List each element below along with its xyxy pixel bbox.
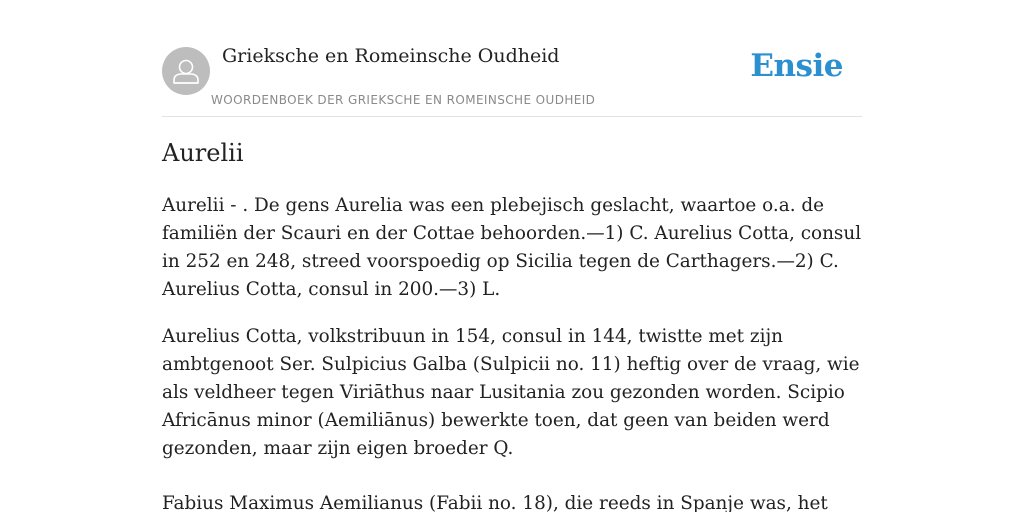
article-paragraph-2: Aurelius Cotta, volkstribuun in 154, consul in 144, twistte met zijn ambtgenoot Ser. Sulpicius Galba (Sulpicii no. 11) heftig over de vraag, wie als veldheer tegen Viriāthus naar Lusitania zou gezonden worden. Scipio Africānus minor (Aemiliānus) bewerkte toen, dat geen van beiden werd gezonden, maar zijn eigen broeder Q. bbox=[162, 326, 860, 459]
article-body bbox=[162, 192, 862, 512]
page-title: Aurelii bbox=[162, 139, 244, 167]
brand-logo-link[interactable]: Ensie bbox=[750, 48, 843, 84]
article-paragraph-3: Fabius Maximus Aemilianus (Fabii no. 18), die reeds in Spanje was, het bbox=[162, 493, 828, 512]
article-paragraph-1: Aurelii - . De gens Aurelia was een plebejisch geslacht, waartoe o.a. de familiën der Scauri en der Cottae behoorden.—1) C. Aurelius Cotta, consul in 252 en 248, streed voorspoedig op Sicilia tegen de Carthagers.—2) C. Aurelius Cotta, consul in 200.—3) L. bbox=[162, 195, 862, 300]
user-icon[interactable] bbox=[162, 47, 210, 95]
source-subtitle-link[interactable]: WOORDENBOEK DER GRIEKSCHE EN ROMEINSCHE OUDHEID bbox=[211, 93, 596, 107]
source-title-link[interactable]: Grieksche en Romeinsche Oudheid bbox=[222, 45, 560, 67]
source-header bbox=[162, 0, 862, 117]
page-container bbox=[162, 0, 862, 512]
